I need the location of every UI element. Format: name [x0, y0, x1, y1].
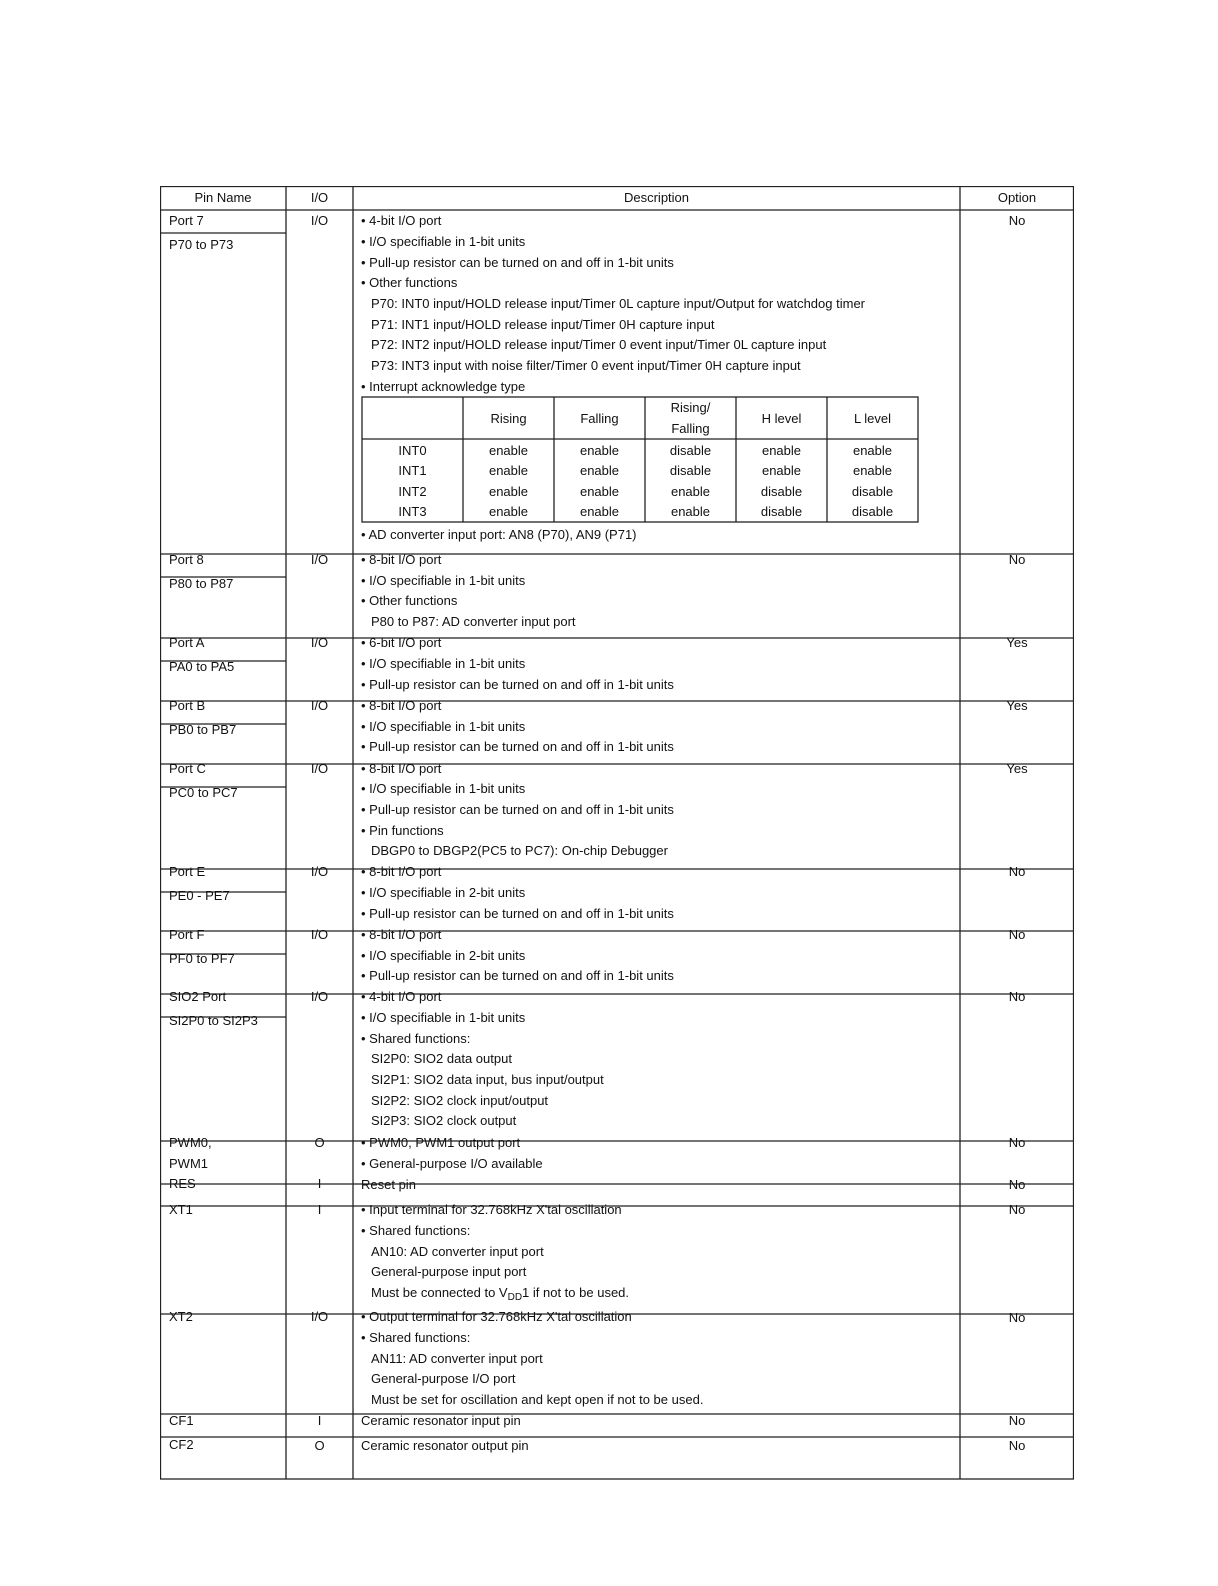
int-cell: enable — [579, 484, 620, 499]
pin-io: I/O — [310, 698, 329, 713]
pin-name: Port B — [169, 698, 206, 713]
pin-option: Yes — [1006, 698, 1028, 713]
int-header: Rising — [490, 411, 527, 426]
header-option: Option — [997, 190, 1037, 205]
int-cell: disable — [760, 504, 803, 519]
desc-line: P73: INT3 input with noise filter/Timer 0 event input/Timer 0H capture input — [371, 358, 801, 373]
pin-option: Yes — [1006, 635, 1028, 650]
desc-line: • Output terminal for 32.768kHz X'tal oscillation — [361, 1309, 632, 1324]
desc-line: P70: INT0 input/HOLD release input/Timer 0L capture input/Output for watchdog timer — [371, 296, 865, 311]
desc-line: • 8-bit I/O port — [361, 698, 442, 713]
desc-line: • Other functions — [361, 275, 458, 290]
pin-name: SIO2 Port — [169, 989, 227, 1004]
int-name: INT3 — [398, 504, 427, 519]
int-name: INT2 — [398, 484, 427, 499]
pin-io: I/O — [310, 761, 329, 776]
pin-option: No — [1008, 1135, 1026, 1150]
pin-option: Yes — [1006, 761, 1028, 776]
pin-io: O — [314, 1135, 325, 1150]
desc-line: SI2P3: SIO2 clock output — [371, 1113, 517, 1128]
int-name: INT0 — [398, 443, 427, 458]
pin-range: P80 to P87 — [169, 576, 234, 591]
int-cell: enable — [579, 443, 620, 458]
desc-line: • 6-bit I/O port — [361, 635, 442, 650]
pin-name: Port F — [169, 927, 205, 942]
desc-line: SI2P0: SIO2 data output — [371, 1051, 512, 1066]
desc-line: Must be set for oscillation and kept open if not to be used. — [371, 1392, 704, 1407]
pin-range: SI2P0 to SI2P3 — [169, 1013, 258, 1028]
pin-io: I — [317, 1413, 322, 1428]
pin-name: Port C — [169, 761, 206, 776]
desc-line: P72: INT2 input/HOLD release input/Timer 0 event input/Timer 0L capture input — [371, 337, 827, 352]
desc-line: • Shared functions: — [361, 1223, 471, 1238]
int-header: H level — [761, 411, 802, 426]
desc-line: • Pull-up resistor can be turned on and off in 1-bit units — [361, 255, 674, 270]
pin-range: PF0 to PF7 — [169, 951, 235, 966]
desc-line: • I/O specifiable in 2-bit units — [361, 885, 526, 900]
desc-line: • I/O specifiable in 1-bit units — [361, 234, 526, 249]
int-cell: enable — [670, 504, 711, 519]
desc-line: AN10: AD converter input port — [371, 1244, 544, 1259]
int-header: Rising/ — [670, 400, 711, 415]
desc-line: • PWM0, PWM1 output port — [361, 1135, 521, 1150]
desc-line: • Pull-up resistor can be turned on and off in 1-bit units — [361, 968, 674, 983]
desc-line: General-purpose input port — [371, 1264, 527, 1279]
int-cell: enable — [579, 463, 620, 478]
int-cell: enable — [488, 484, 529, 499]
pin-name: Port 7 — [169, 213, 204, 228]
pin-option: No — [1008, 552, 1026, 567]
desc-line: • Pin functions — [361, 823, 444, 838]
pin-name: PWM0, — [169, 1135, 212, 1150]
desc-line: AN11: AD converter input port — [371, 1351, 543, 1366]
desc-line: • I/O specifiable in 2-bit units — [361, 948, 526, 963]
desc-line: Ceramic resonator input pin — [361, 1413, 521, 1428]
desc-line: • I/O specifiable in 1-bit units — [361, 656, 526, 671]
pin-io: I/O — [310, 635, 329, 650]
desc-line: • Pull-up resistor can be turned on and off in 1-bit units — [361, 906, 674, 921]
int-cell: disable — [851, 484, 894, 499]
desc-line: • Shared functions: — [361, 1031, 471, 1046]
pin-io: I/O — [310, 989, 329, 1004]
desc-line: • 8-bit I/O port — [361, 761, 442, 776]
desc-line: • Input terminal for 32.768kHz X'tal oscillation — [361, 1202, 622, 1217]
pin-range: PE0 - PE7 — [169, 888, 230, 903]
pin-option: No — [1008, 1310, 1026, 1325]
desc-line: • Shared functions: — [361, 1330, 471, 1345]
desc-line: • Pull-up resistor can be turned on and off in 1-bit units — [361, 739, 674, 754]
desc-line: • 4-bit I/O port — [361, 989, 442, 1004]
header-description: Description — [623, 190, 690, 205]
pin-description-table — [160, 186, 1074, 1480]
desc-line: • I/O specifiable in 1-bit units — [361, 781, 526, 796]
pin-name: RES — [169, 1176, 196, 1191]
int-cell: enable — [488, 504, 529, 519]
pin-io: I — [317, 1176, 322, 1191]
pin-name: Port A — [169, 635, 205, 650]
int-cell: enable — [488, 443, 529, 458]
pin-name: PWM1 — [169, 1156, 208, 1171]
pin-option: No — [1008, 213, 1026, 228]
pin-range: PA0 to PA5 — [169, 659, 235, 674]
desc-line: DBGP0 to DBGP2(PC5 to PC7): On-chip Debugger — [371, 843, 668, 858]
pin-io: O — [314, 1438, 325, 1453]
pin-name: XT2 — [169, 1309, 193, 1324]
int-cell: disable — [669, 463, 712, 478]
pin-option: No — [1008, 1202, 1026, 1217]
int-cell: enable — [852, 463, 893, 478]
desc-line: • I/O specifiable in 1-bit units — [361, 573, 526, 588]
desc-line: • 8-bit I/O port — [361, 927, 442, 942]
desc-line: • Other functions — [361, 593, 458, 608]
int-header: L level — [853, 411, 892, 426]
pin-option: No — [1008, 1438, 1026, 1453]
int-cell: enable — [761, 463, 802, 478]
int-cell: enable — [579, 504, 620, 519]
pin-option: No — [1008, 864, 1026, 879]
desc-line: • Pull-up resistor can be turned on and off in 1-bit units — [361, 677, 674, 692]
pin-option: No — [1008, 1177, 1026, 1192]
pin-option: No — [1008, 927, 1026, 942]
pin-name: Port 8 — [169, 552, 204, 567]
pin-name: CF2 — [169, 1437, 194, 1452]
pin-io: I/O — [310, 1309, 329, 1324]
pin-io: I/O — [310, 864, 329, 879]
int-header: Falling — [580, 411, 619, 426]
pin-range: PB0 to PB7 — [169, 722, 237, 737]
pin-io: I/O — [310, 552, 329, 567]
int-cell: enable — [852, 443, 893, 458]
desc-line: Ceramic resonator output pin — [361, 1438, 529, 1453]
int-name: INT1 — [398, 463, 427, 478]
int-cell: disable — [851, 504, 894, 519]
desc-note: Must be connected to $V_{DD}1$ if not to be used. — [371, 1285, 630, 1303]
pin-io: I/O — [310, 927, 329, 942]
desc-line: SI2P2: SIO2 clock input/output — [371, 1093, 549, 1108]
desc-line: • Interrupt acknowledge type — [361, 379, 526, 394]
desc-line: • General-purpose I/O available — [361, 1156, 543, 1171]
desc-line: • 4-bit I/O port — [361, 213, 442, 228]
int-header: Falling — [671, 421, 710, 436]
desc-line: P71: INT1 input/HOLD release input/Timer 0H capture input — [371, 317, 715, 332]
pin-option: No — [1008, 989, 1026, 1004]
desc-line: • AD converter input port: AN8 (P70), AN9 (P71) — [361, 527, 637, 542]
desc-line: SI2P1: SIO2 data input, bus input/output — [371, 1072, 604, 1087]
pin-option: No — [1008, 1413, 1026, 1428]
int-cell: disable — [760, 484, 803, 499]
pin-name: CF1 — [169, 1413, 194, 1428]
int-cell: enable — [761, 443, 802, 458]
desc-line: • 8-bit I/O port — [361, 552, 442, 567]
int-cell: enable — [670, 484, 711, 499]
header-pin-name: Pin Name — [194, 190, 252, 205]
pin-range: PC0 to PC7 — [169, 785, 238, 800]
pin-name: XT1 — [169, 1202, 193, 1217]
desc-line: • I/O specifiable in 1-bit units — [361, 1010, 526, 1025]
desc-line: Reset pin — [361, 1177, 416, 1192]
desc-line: • 8-bit I/O port — [361, 864, 442, 879]
int-cell: enable — [488, 463, 529, 478]
pin-name: Port E — [169, 864, 206, 879]
int-cell: disable — [669, 443, 712, 458]
pin-io: I/O — [310, 213, 329, 228]
desc-line: • I/O specifiable in 1-bit units — [361, 719, 526, 734]
desc-line: General-purpose I/O port — [371, 1371, 516, 1386]
desc-line: • Pull-up resistor can be turned on and off in 1-bit units — [361, 802, 674, 817]
desc-line: P80 to P87: AD converter input port — [371, 614, 576, 629]
pin-range: P70 to P73 — [169, 237, 234, 252]
header-io: I/O — [310, 190, 329, 205]
pin-io: I — [317, 1202, 322, 1217]
